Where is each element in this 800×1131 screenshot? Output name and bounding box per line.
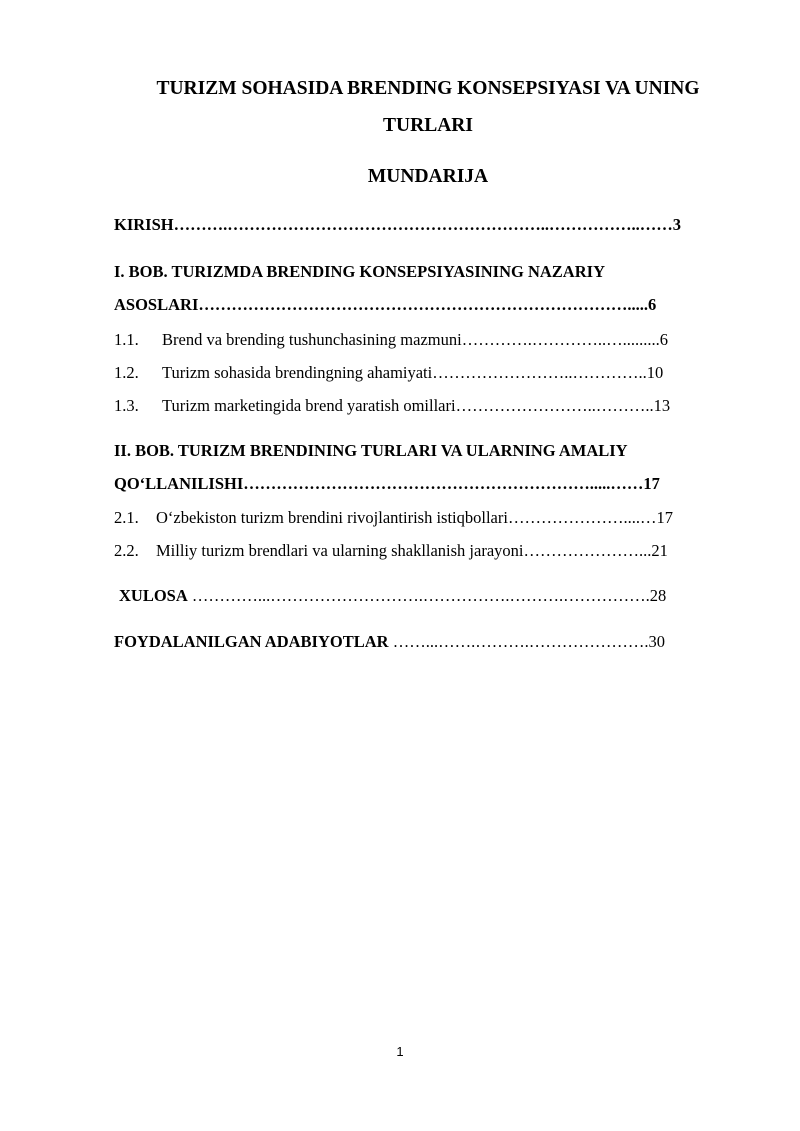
toc-entry-text: Turizm marketingida brend yaratish omillari……………………..………..13 bbox=[162, 396, 671, 415]
toc-chapter-2-line-2: QO‘LLANILISHI……………………………………………………….....……17 bbox=[114, 474, 660, 493]
toc-chapter-1-line-1: I. BOB. TURIZMDA BRENDING KONSEPSIYASINING NAZARIY bbox=[114, 262, 605, 281]
toc-entry-1-1 bbox=[114, 330, 668, 350]
toc-entry-2-1 bbox=[114, 508, 673, 528]
toc-heading: MUNDARIJA bbox=[367, 166, 489, 187]
toc-entry-1-2 bbox=[114, 363, 663, 383]
toc-entry-label: FOYDALANILGAN ADABIYOTLAR bbox=[114, 632, 389, 651]
toc-entry-text: Brend va brending tushunchasining mazmuni………….…………..….........6 bbox=[162, 330, 668, 349]
toc-entry-number: 1.3. bbox=[114, 396, 139, 415]
toc-entry-label: XULOSA bbox=[119, 586, 188, 605]
toc-entry-text: Milliy turizm brendlari va ularning shakllanish jarayoni…………………...21 bbox=[156, 541, 668, 560]
page-number: 1 bbox=[396, 1044, 404, 1059]
toc-entry-xulosa bbox=[119, 586, 666, 606]
toc-entry-kirish: KIRISH……….…………………………………………………..……………..……3 bbox=[114, 215, 681, 234]
toc-entry-2-2 bbox=[114, 541, 668, 561]
document-title-line-2: TURLARI bbox=[383, 115, 473, 136]
toc-chapter-1-line-2: ASOSLARI…………………………………………………………………….....6 bbox=[114, 295, 657, 314]
toc-entry-leader: …………...……………………….…………….……….…………….28 bbox=[187, 586, 667, 605]
toc-entry-number: 1.2. bbox=[114, 363, 139, 382]
document-title-line-1: TURIZM SOHASIDA BRENDING KONSEPSIYASI VA UNING bbox=[156, 78, 700, 99]
toc-entry-leader: ……...…….……….………………….30 bbox=[388, 632, 665, 651]
toc-entry-number: 2.2. bbox=[114, 541, 139, 560]
toc-chapter-2-line-1: II. BOB. TURIZM BRENDINING TURLARI VA ULARNING AMALIY bbox=[114, 441, 628, 460]
toc-entry-number: 1.1. bbox=[114, 330, 139, 349]
toc-entry-text: O‘zbekiston turizm brendini rivojlantirish istiqbollari…………………....…17 bbox=[156, 508, 673, 527]
toc-entry-adabiyotlar bbox=[114, 632, 665, 652]
toc-entry-text: Turizm sohasida brendingning ahamiyati……………………..…………..10 bbox=[162, 363, 664, 382]
toc-entry-number: 2.1. bbox=[114, 508, 139, 527]
toc-entry-1-3 bbox=[114, 396, 670, 416]
